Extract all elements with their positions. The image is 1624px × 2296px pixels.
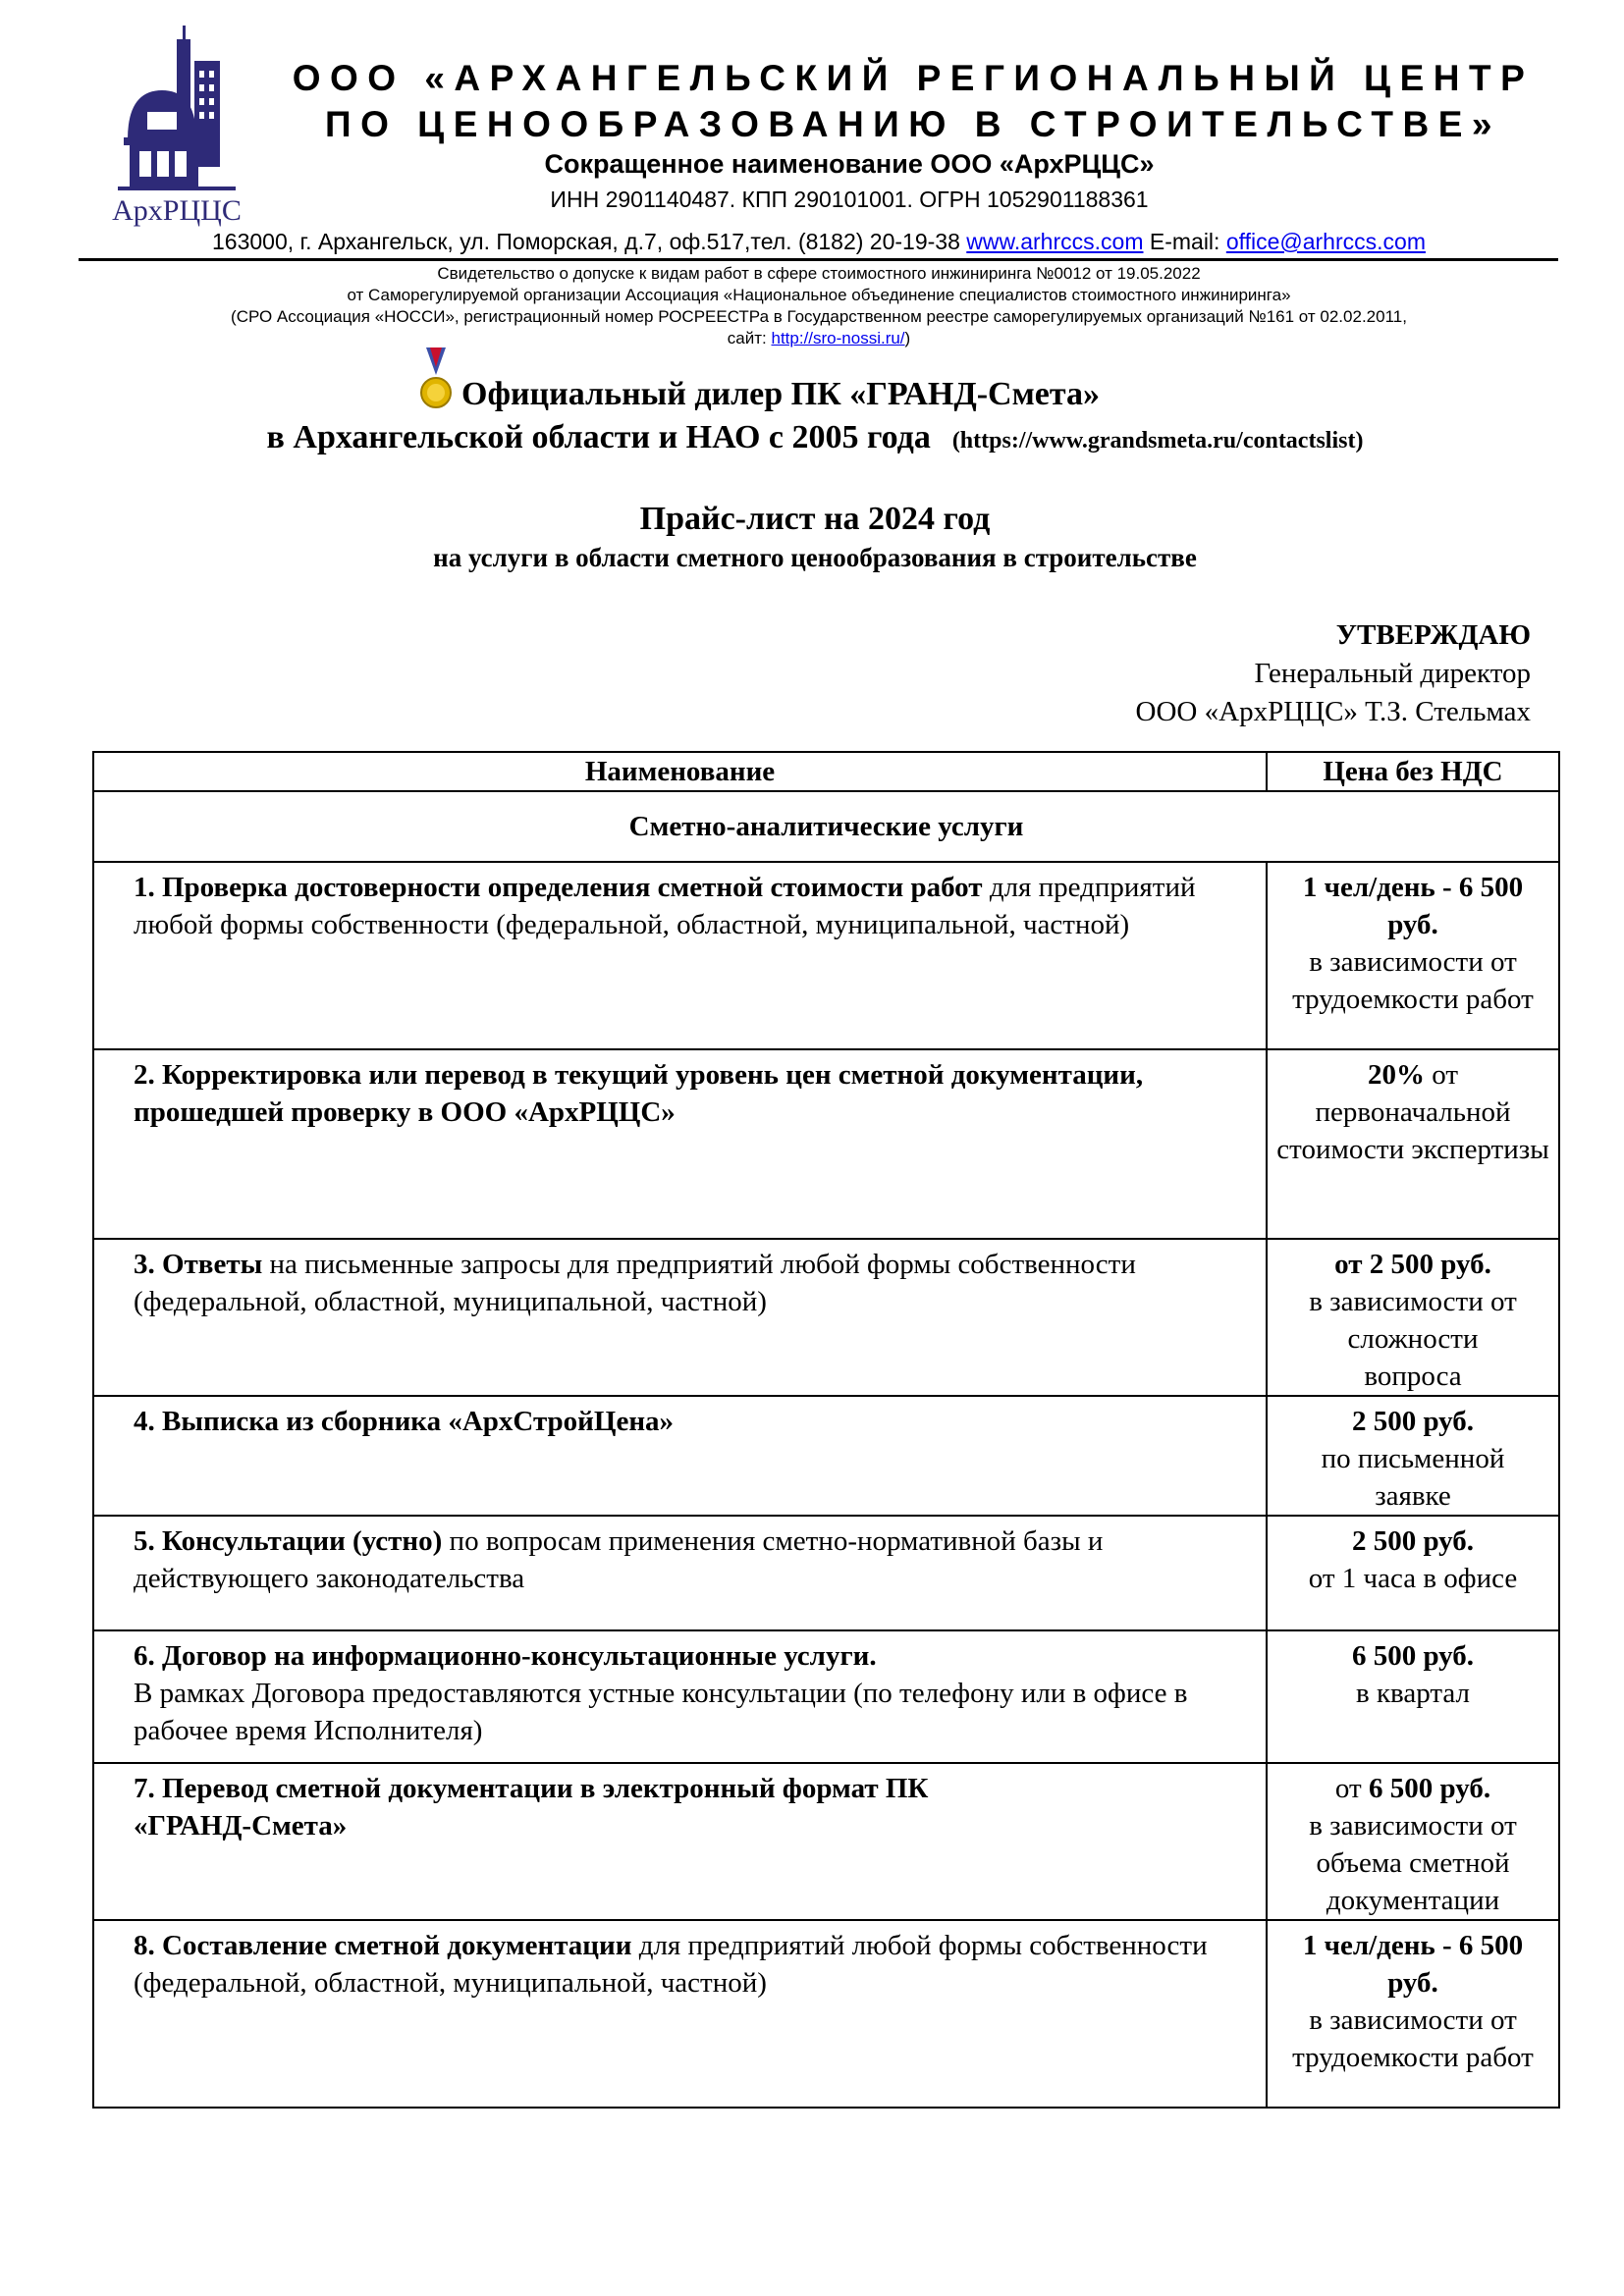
requisites: ИНН 2901140487. КПП 290101001. ОГРН 1052901188361 bbox=[550, 187, 1149, 212]
table-row bbox=[93, 1049, 1559, 1239]
service-name-text: для предприятий любой формы собственности (федеральной, областной, муниципальной, частной) bbox=[134, 1930, 1208, 1999]
service-name-text: на письменные запросы для предприятий любой формы собственности (федеральной, областной, муниципальной, частной) bbox=[134, 1249, 1136, 1317]
price-note: от первоначальной стоимости экспертизы bbox=[1276, 1059, 1549, 1165]
service-price bbox=[1267, 1763, 1559, 1920]
table-row bbox=[93, 1516, 1559, 1630]
service-price bbox=[1267, 1049, 1559, 1239]
price-note: в квартал bbox=[1356, 1678, 1470, 1709]
contact-line bbox=[92, 229, 1545, 255]
site-close: ) bbox=[904, 329, 911, 347]
service-name-text: для предприятий любой формы собственности (федеральной, областной, муниципальной, частной) bbox=[134, 872, 1196, 940]
price-value: 6 500 руб. bbox=[1368, 1773, 1491, 1804]
service-price bbox=[1267, 1396, 1559, 1516]
section-title: Сметно-аналитические услуги bbox=[93, 791, 1559, 862]
approval-signer: ООО «АрхРЦЦС» Т.З. Стельмах bbox=[1135, 696, 1531, 727]
service-name-bold: 3. Ответы bbox=[134, 1249, 263, 1280]
sro-site-link[interactable]: http://sro-nossi.ru/ bbox=[771, 329, 905, 347]
price-note: от 1 часа в офисе bbox=[1308, 1563, 1518, 1594]
organization-name bbox=[265, 55, 1561, 147]
certificate-line3: (СРО Ассоциация «НОССИ», регистрационный номер РОСРЕЕСТРа в Государственном реестре саморегулируемых организаций №161 от 02.02.2011, bbox=[231, 307, 1407, 326]
column-header-price: Цена без НДС bbox=[1267, 752, 1559, 791]
org-name-line1: ООО «АРХАНГЕЛЬСКИЙ РЕГИОНАЛЬНЫЙ ЦЕНТР bbox=[292, 58, 1535, 98]
table-row bbox=[93, 1920, 1559, 2108]
dealer-title: Официальный дилер ПК «ГРАНД-Смета» bbox=[461, 376, 1100, 412]
certificate-site bbox=[92, 328, 1545, 349]
approval-heading: УТВЕРЖДАЮ bbox=[1335, 619, 1531, 651]
table-header-row bbox=[93, 752, 1559, 791]
approval-block bbox=[1136, 616, 1531, 731]
dealer-region-text: в Архангельской области и НАО с 2005 года bbox=[266, 419, 931, 455]
price-value: 1 чел/день - 6 500 руб. bbox=[1302, 1930, 1524, 1999]
short-name: Сокращенное наименование ООО «АрхРЦЦС» bbox=[544, 149, 1155, 179]
service-name bbox=[93, 1396, 1267, 1516]
price-value: 2 500 руб. bbox=[1351, 1406, 1475, 1437]
service-name bbox=[93, 1920, 1267, 2108]
service-price bbox=[1267, 1239, 1559, 1396]
site-label: сайт: bbox=[727, 329, 767, 347]
service-name-text: по вопросам применения сметно-нормативной базы и действующего законодательства bbox=[134, 1525, 1104, 1594]
price-prefix: от bbox=[1334, 1773, 1362, 1804]
service-price bbox=[1267, 862, 1559, 1049]
service-name-bold: 5. Консультации (устно) bbox=[134, 1525, 443, 1557]
service-name-text: В рамках Договора предоставляются устные консультации (по телефону или в офисе в рабочее время Исполнителя) bbox=[134, 1678, 1188, 1746]
website-link[interactable]: www.arhrccs.com bbox=[966, 229, 1144, 254]
service-name bbox=[93, 1630, 1267, 1763]
certificate-line2: от Саморегулируемой организации Ассоциация «Национальное объединение специалистов стоимостного инжиниринга» bbox=[347, 286, 1291, 304]
approval-position: Генеральный директор bbox=[1254, 658, 1531, 689]
column-header-name: Наименование bbox=[93, 752, 1267, 791]
price-table bbox=[92, 751, 1560, 2109]
table-row bbox=[93, 1396, 1559, 1516]
service-name bbox=[93, 1049, 1267, 1239]
price-value: 20% bbox=[1367, 1059, 1425, 1091]
service-price bbox=[1267, 1630, 1559, 1763]
service-name bbox=[93, 1239, 1267, 1396]
address: 163000, г. Архангельск, ул. Поморская, д.7, оф.517,тел. (8182) 20-19-38 bbox=[212, 229, 960, 254]
price-value: от 2 500 руб. bbox=[1334, 1249, 1491, 1280]
email-link[interactable]: office@arhrccs.com bbox=[1225, 229, 1426, 254]
price-note: в зависимости от трудоемкости работ bbox=[1292, 946, 1534, 1015]
company-logo bbox=[108, 22, 255, 238]
price-note: в зависимости от трудоемкости работ bbox=[1292, 2004, 1534, 2073]
service-name bbox=[93, 862, 1267, 1049]
service-name-bold: 6. Договор на информационно-консультационные услуги. bbox=[134, 1640, 877, 1672]
service-name-bold: 1. Проверка достоверности определения сметной стоимости работ bbox=[134, 872, 983, 903]
page-title: Прайс-лист на 2024 год bbox=[639, 501, 991, 537]
service-name bbox=[93, 1763, 1267, 1920]
price-value: 1 чел/день - 6 500 руб. bbox=[1302, 872, 1524, 940]
table-row bbox=[93, 1630, 1559, 1763]
service-name-bold: 8. Составление сметной документации bbox=[134, 1930, 632, 1961]
page-subtitle: на услуги в области сметного ценообразования в строительстве bbox=[433, 543, 1197, 572]
price-note: в зависимости от сложности вопроса bbox=[1309, 1286, 1517, 1392]
dealer-url: (https://www.grandsmeta.ru/contactslist) bbox=[951, 428, 1364, 454]
service-price bbox=[1267, 1920, 1559, 2108]
dealer-region bbox=[79, 419, 1551, 456]
table-row bbox=[93, 1239, 1559, 1396]
service-name bbox=[93, 1516, 1267, 1630]
service-name-bold: 4. Выписка из сборника «АрхСтройЦена» bbox=[134, 1406, 675, 1437]
logo-text: АрхРЦЦС bbox=[112, 194, 242, 227]
table-row bbox=[93, 1763, 1559, 1920]
service-name-bold: 7. Перевод сметной документации в электронный формат ПК «ГРАНД-Смета» bbox=[134, 1773, 929, 1842]
section-row bbox=[93, 791, 1559, 862]
email-label: E-mail: bbox=[1149, 229, 1220, 254]
certificate-line1: Свидетельство о допуске к видам работ в сфере стоимостного инжиниринга №0012 от 19.05.2022 bbox=[437, 264, 1201, 283]
medal-icon bbox=[418, 347, 454, 412]
price-note: в зависимости от объема сметной документации bbox=[1309, 1810, 1517, 1916]
price-value: 6 500 руб. bbox=[1351, 1640, 1475, 1672]
service-price bbox=[1267, 1516, 1559, 1630]
price-value: 2 500 руб. bbox=[1351, 1525, 1475, 1557]
org-name-line2: ПО ЦЕНООБРАЗОВАНИЮ В СТРОИТЕЛЬСТВЕ» bbox=[325, 104, 1501, 144]
service-name-bold: 2. Корректировка или перевод в текущий уровень цен сметной документации, прошедшей проверку в ООО «АрхРЦЦС» bbox=[134, 1059, 1144, 1128]
table-row bbox=[93, 862, 1559, 1049]
header-divider bbox=[79, 258, 1558, 261]
price-note: по письменной заявке bbox=[1321, 1443, 1505, 1512]
